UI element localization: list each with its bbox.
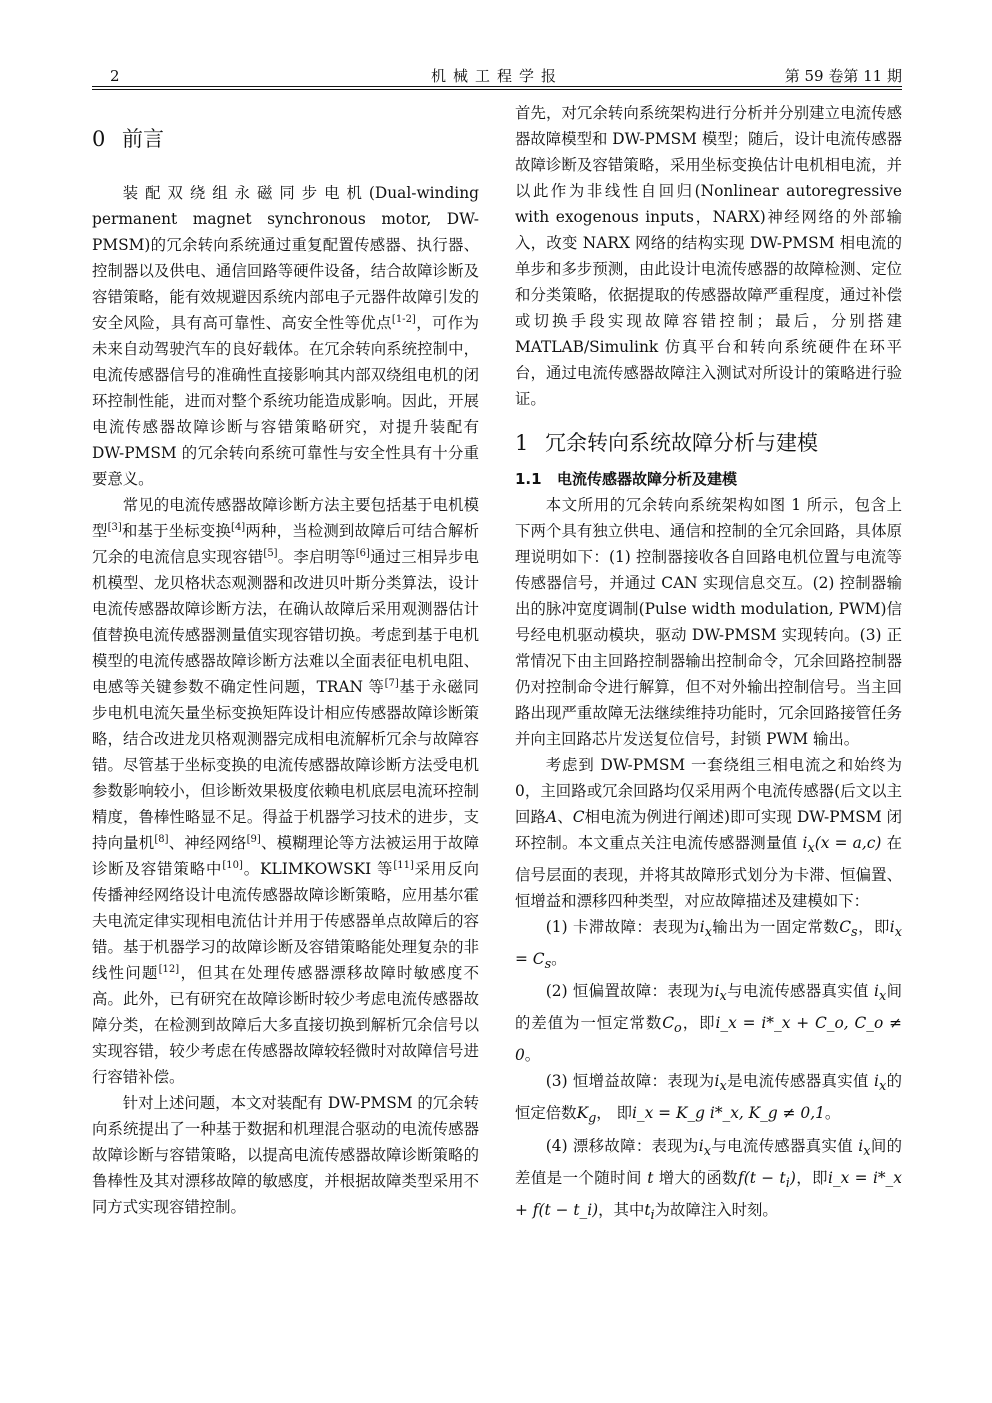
body-paragraph-2 [515, 752, 902, 914]
para-text: 考虑到 DW-PMSM 一套绕组三相电流之和始终为 0，主回路或冗余回路均仅采用两个电流传感器(后文以主回路 [515, 756, 902, 826]
math-formula: f(t − t [738, 1168, 786, 1187]
para-text: 。 [551, 950, 567, 969]
math-symbol: C [572, 808, 585, 826]
math-symbol: i [874, 982, 879, 1001]
math-subscript: i [785, 1175, 790, 1191]
body-paragraph-1: 本文所用的冗余转向系统架构如图 1 所示，包含上下两个具有独立供电、通信和控制的全冗余回路，具体原理说明如下：(1) 控制器接收各自回路电机位置与电流等传感器信号，并通过 CAN 实现信息交互。(2) 控制器输出的脉冲宽度调制(Pulse width modulation, PWM)信号经电机驱动模块，驱动 DW-PMSM 实现转向。(3) 正常情况下由主回路控制器输出控制命令，冗余回路控制器仍对控制命令进行解算，但不对外输出控制信号。当主回路出现严重故障无法继续维持功能时，冗余回路接管任务并向主回路芯片发送复位信号，封锁 PWM 输出。 [515, 496, 902, 748]
fault-1-stuck [515, 914, 902, 978]
math-subscript: x [719, 989, 727, 1005]
subsection-title: 电流传感器故障分析及建模 [557, 470, 738, 488]
citation: [12] [158, 963, 180, 975]
citation: [1-2] [391, 313, 416, 325]
para-text: (4) 漂移故障：表现为 [545, 1136, 699, 1155]
para-text: 增大的函数 [658, 1168, 739, 1187]
header-rule-thin [92, 89, 902, 90]
math-symbol: A [545, 808, 558, 826]
para-text: 。 [824, 1104, 841, 1123]
para-text: 通过三相异步电机模型、龙贝格状态观测器和改进贝叶斯分类算法，设计电流传感器故障诊断方法，在确认故障后采用观测器估计值替换电流传感器测量值实现容错切换。考虑到基于电机模型的电流传感器故障诊断方法难以全面表征电机电阻、电感等关键参数不确定性问题，TRAN 等 [92, 548, 479, 696]
math-symbol: i [889, 918, 895, 937]
section-number: 0 [92, 127, 106, 151]
math-formula: i_x = K_g i*_x, K_g ≠ 0,1 [631, 1104, 825, 1123]
math-symbol: = C [515, 950, 545, 969]
math-symbol: i [858, 1136, 864, 1155]
para-text: 间的差值是一个随时间 [515, 1136, 902, 1187]
para-text: 是电流传感器真实值 [726, 1072, 869, 1091]
citation: [3] [107, 521, 122, 533]
para-text: ， 即 [596, 1104, 632, 1123]
math-subscript: s [544, 957, 552, 973]
math-formula: (x = a,c) [814, 834, 882, 852]
math-formula: i_x = i*_x + C_o, C_o ≠ 0 [515, 1014, 902, 1065]
section-heading-0 [92, 126, 479, 152]
intro-paragraph-3: 针对上述问题，本文对装配有 DW-PMSM 的冗余转向系统提出了一种基于数据和机理混合驱动的电流传感器故障诊断与容错策略，以提高电流传感器故障诊断策略的鲁棒性及其对漂移故障的敏感度，并根据故障类型采用不同方式实现容错控制。 [92, 1094, 479, 1216]
subsection-number: 1.1 [515, 470, 542, 488]
math-symbol: t [644, 1200, 651, 1219]
para-text: 、 [557, 808, 573, 826]
math-subscript: x [807, 841, 815, 857]
issue-label: 第 59 卷第 11 期 [784, 67, 902, 85]
math-symbol: i [714, 982, 720, 1001]
para-text: ，但其在处理传感器漂移故障时敏感度不高。此外，已有研究在故障诊断时较少考虑电流传感器故障分类，在检测到故障后大多直接切换到解析冗余信号以实现容错，较少考虑在传感器故障较轻微时对故障信号进行容错补偿。 [92, 964, 479, 1086]
para-text: 相电流为例进行阐述)即可实现 DW-PMSM 闭环控制。本文重点关注电流传感器测量值 [515, 808, 902, 852]
math-symbol: i [874, 1072, 879, 1091]
para-text: ，即 [681, 1014, 716, 1033]
fault-4-drift [515, 1133, 902, 1229]
para-text: 、神经网络 [168, 834, 247, 852]
running-header [92, 64, 902, 88]
citation: [8] [154, 833, 169, 845]
para-text: ，其中 [598, 1200, 645, 1219]
citation: [10] [222, 859, 243, 871]
para-text: 输出为一固定常数 [711, 918, 840, 937]
para-text: 。KLIMKOWSKI 等 [242, 860, 394, 878]
header-rule-thick [92, 86, 902, 87]
para-text: 基于永磁同步电机电流矢量坐标变换矩阵设计相应传感器故障诊断策略，结合改进龙贝格观测器完成相电流解析冗余与故障容错。尽管基于坐标变换的电流传感器故障诊断方法受电机参数影响较小，但诊断效果极度依赖电机底层电流环控制精度，鲁棒性略显不足。得益于机器学习技术的进步，支持向量机 [92, 678, 479, 852]
intro-paragraph-4: 首先，对冗余转向系统架构进行分析并分别建立电流传感器故障模型和 DW-PMSM 模型；随后，设计电流传感器故障诊断及容错策略，采用坐标变换估计电机相电流，并以此作为非线性自回归(Nonlinear autoregressive with exogenous inputs，NARX)神经网络的外部输入，改变 NARX 网络的结构实现 DW-PMSM 相电流的单步和多步预测，由此设计电流传感器的故障检测、定位和分类策略，依据提取的传感器故障严重程度，通过补偿或切换手段实现故障容错控制；最后，分别搭建 MATLAB/Simulink 仿真平台和转向系统硬件在环平台，通过电流传感器故障注入测试对所设计的策略进行验证。 [515, 104, 902, 408]
para-text: (2) 恒偏置故障：表现为 [545, 982, 715, 1001]
citation: [6] [355, 547, 370, 559]
math-symbol: i [714, 1072, 720, 1091]
section-title: 冗余转向系统故障分析与建模 [545, 431, 818, 455]
para-text: 和基于坐标变换 [121, 522, 232, 540]
intro-paragraph-1 [92, 180, 479, 492]
math-symbol: K [576, 1104, 589, 1123]
para-text: 间的差值为一恒定常数 [515, 982, 902, 1033]
citation: [7] [384, 677, 399, 689]
math-subscript: x [863, 1143, 871, 1159]
right-column [515, 100, 902, 1229]
math-symbol: C [662, 1014, 675, 1033]
math-symbol: i [698, 1136, 704, 1155]
math-subscript: g [588, 1111, 597, 1127]
journal-name: 机械工程学报 [430, 67, 563, 85]
math-subscript: s [851, 925, 858, 941]
intro-text-1: 装配双绕组永磁同步电机(Dual-winding permanent magnet synchronous motor, DW-PMSM)的冗余转向系统通过重复配置传感器、执行器、控制器以及供电、通信回路等硬件设备，结合故障诊断及容错策略，能有效规避因系统内部电子元器件故障引发的安全风险，具有高可靠性、高安全性等优点 [92, 184, 479, 332]
math-subscript: i [650, 1207, 655, 1223]
para-text: ，即 [795, 1168, 829, 1187]
section-heading-1 [515, 430, 902, 456]
para-text: 与电流传感器真实值 [710, 1136, 854, 1155]
math-symbol: C [839, 918, 852, 937]
math-subscript: x [878, 989, 887, 1005]
math-subscript: x [894, 925, 902, 941]
math-formula: ) [789, 1168, 796, 1187]
citation: [4] [231, 521, 246, 533]
para-text: (3) 恒增益故障：表现为 [545, 1072, 715, 1091]
para-text: 的恒定倍数 [515, 1072, 902, 1123]
math-subscript: x [704, 925, 712, 941]
para-text: ，即 [857, 918, 890, 937]
math-subscript: x [719, 1079, 727, 1095]
para-text: 。 [524, 1046, 541, 1065]
fault-3-gain [515, 1068, 902, 1132]
intro-text-1b: ，可作为未来自动驾驶汽车的良好载体。在冗余转向系统控制中，电流传感器信号的准确性直接影响其内部双绕组电机的闭环控制性能，进而对整个系统功能造成影响。因此，开展电流传感器故障诊断与容错策略研究，对提升装配有 DW-PMSM 的冗余转向系统可靠性与安全性具有十分重要意义。 [92, 314, 479, 488]
para-text: 。李启明等 [277, 548, 356, 566]
para-text: 在信号层面的表现，并将其故障形式划分为卡滞、恒偏置、恒增益和漂移四种类型，对应故障描述及建模如下： [515, 834, 902, 911]
math-subscript: x [703, 1143, 711, 1159]
math-symbol: t [647, 1168, 654, 1187]
para-text: 常见的电流传感器故障诊断方法主要包括基于电机模型 [92, 496, 479, 540]
citation: [9] [246, 833, 261, 845]
page-number: 2 [110, 67, 120, 85]
math-symbol: i [802, 834, 808, 852]
para-text: 与电流传感器真实值 [726, 982, 869, 1001]
para-text: 采用反向传播神经网络设计电流传感器故障诊断策略，应用基尔霍夫电流定律实现相电流估计并用于传感器单点故障后的容错。基于机器学习的故障诊断及容错策略能处理复杂的非线性问题 [92, 860, 479, 982]
math-subscript: x [878, 1079, 887, 1095]
intro-paragraph-2 [92, 492, 479, 1090]
math-subscript: o [674, 1021, 682, 1037]
left-column [92, 100, 479, 1220]
citation: [5] [263, 547, 278, 559]
citation: [11] [393, 859, 414, 871]
para-text: 两种，当检测到故障后可结合解析冗余的电流信息实现容错 [92, 522, 479, 566]
para-text: 、模糊理论等方法被运用于故障诊断及容错策略中 [92, 834, 479, 878]
para-text: (1) 卡滞故障：表现为 [545, 918, 700, 937]
subsection-heading-1-1 [515, 466, 902, 492]
section-title: 前言 [122, 127, 164, 151]
para-text: 为故障注入时刻。 [654, 1200, 778, 1219]
fault-2-bias [515, 978, 902, 1068]
section-number: 1 [515, 431, 529, 455]
math-formula: i_x = i*_x + f(t − t_i) [515, 1168, 902, 1219]
math-symbol: i [699, 918, 705, 937]
